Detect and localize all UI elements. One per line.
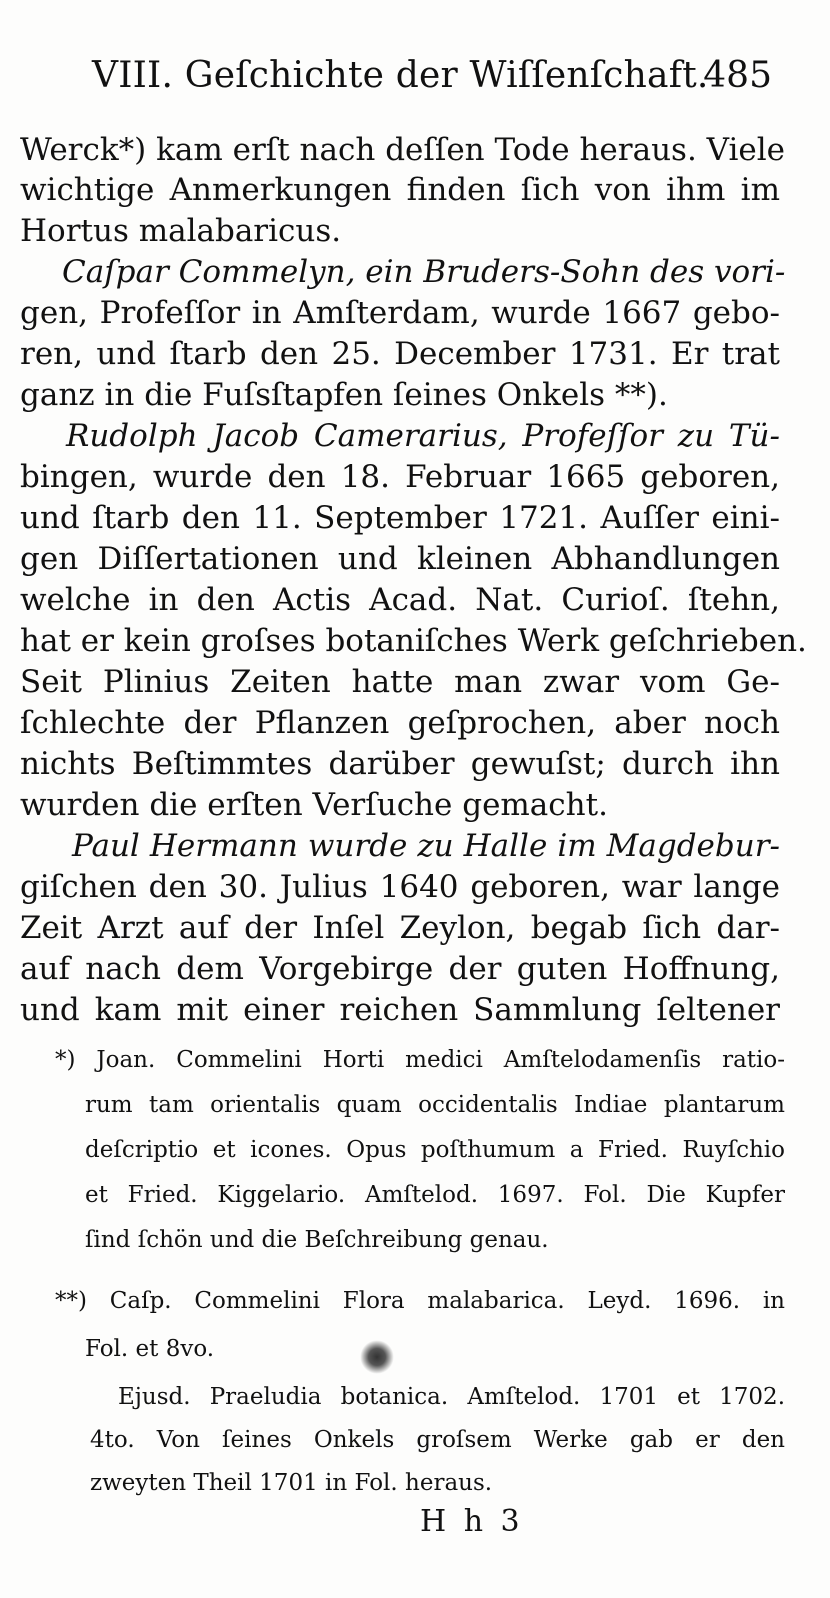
- ink-blot: [360, 1340, 394, 1374]
- text-line: und kam mit einer reichen Sammlung ſeltener: [20, 992, 780, 1028]
- running-title: VIII. Geſchichte der Wiſſenſchaft.: [92, 55, 709, 96]
- person-name: Caſpar Commelyn, ein Bruders-Sohn des vori-: [62, 254, 786, 290]
- person-name: Rudolph Jacob Camerarius, Profeſſor zu Tü-: [66, 418, 780, 454]
- person-name: Paul Hermann wurde zu Halle im Magdebur-: [72, 828, 780, 864]
- text-line: Zeit Arzt auf der Inſel Zeylon, begab ſich dar-: [20, 910, 780, 946]
- text-line: Hortus malabaricus.: [20, 213, 342, 249]
- footnote-line: Ejusd. Praeludia botanica. Amſtelod. 1701 et 1702.: [118, 1384, 785, 1410]
- footnote-line: et Fried. Kiggelario. Amſtelod. 1697. Fol. Die Kupfer: [85, 1182, 785, 1208]
- running-header: [92, 50, 782, 102]
- text-line: ſchlechte der Pflanzen geſprochen, aber noch: [20, 705, 780, 741]
- text-line: [66, 416, 780, 457]
- footnote-line: 4to. Von ſeines Onkels groſsem Werke gab er den: [90, 1427, 785, 1453]
- footnote-line: **) Caſp. Commelini Flora malabarica. Leyd. 1696. in: [55, 1288, 785, 1314]
- footnote-line: zweyten Theil 1701 in Fol. heraus.: [90, 1470, 493, 1496]
- text-line: hat er kein groſses botaniſches Werk geſchrieben.: [20, 623, 807, 659]
- footnote-line: rum tam orientalis quam occidentalis Indiae plantarum: [85, 1092, 785, 1118]
- page-number: 485: [703, 55, 772, 96]
- text-line: giſchen den 30. Julius 1640 geboren, war lange: [20, 869, 780, 905]
- text-line: welche in den Actis Acad. Nat. Curioſ. ſtehn,: [20, 582, 780, 618]
- text-line: wurden die erſten Verſuche gemacht.: [20, 787, 608, 823]
- footnote-line: *) Joan. Commelini Horti medici Amſtelodamenſis ratio-: [55, 1047, 785, 1073]
- footnote-line: deſcriptio et icones. Opus poſthumum a Fried. Ruyſchio: [85, 1137, 785, 1163]
- text-line: bingen, wurde den 18. Februar 1665 geboren,: [20, 459, 780, 495]
- footnote-line: Fol. et 8vo.: [85, 1336, 215, 1362]
- text-line: [62, 252, 786, 293]
- text-line: ganz in die Fuſsſtapfen ſeines Onkels **).: [20, 377, 668, 413]
- text-line: [72, 826, 780, 867]
- text-line: gen, Profeſſor in Amſterdam, wurde 1667 gebo-: [20, 295, 780, 331]
- text-line: ren, und ſtarb den 25. December 1731. Er trat: [20, 336, 780, 372]
- text-line: gen Diſſertationen und kleinen Abhandlungen: [20, 541, 780, 577]
- signature-mark: H h 3: [420, 1504, 524, 1539]
- text-line: nichts Beſtimmtes darüber gewuſst; durch ihn: [20, 746, 780, 782]
- footnote-line: ſind ſchön und die Beſchreibung genau.: [85, 1227, 549, 1253]
- text-line: und ſtarb den 11. September 1721. Auſſer eini-: [20, 500, 780, 536]
- text-line: wichtige Anmerkungen finden ſich von ihm im: [20, 172, 780, 208]
- text-line: auf nach dem Vorgebirge der guten Hoffnung,: [20, 951, 780, 987]
- text-line: Werck*) kam erſt nach deſſen Tode heraus. Viele: [20, 132, 786, 168]
- text-line: Seit Plinius Zeiten hatte man zwar vom Ge-: [20, 664, 780, 700]
